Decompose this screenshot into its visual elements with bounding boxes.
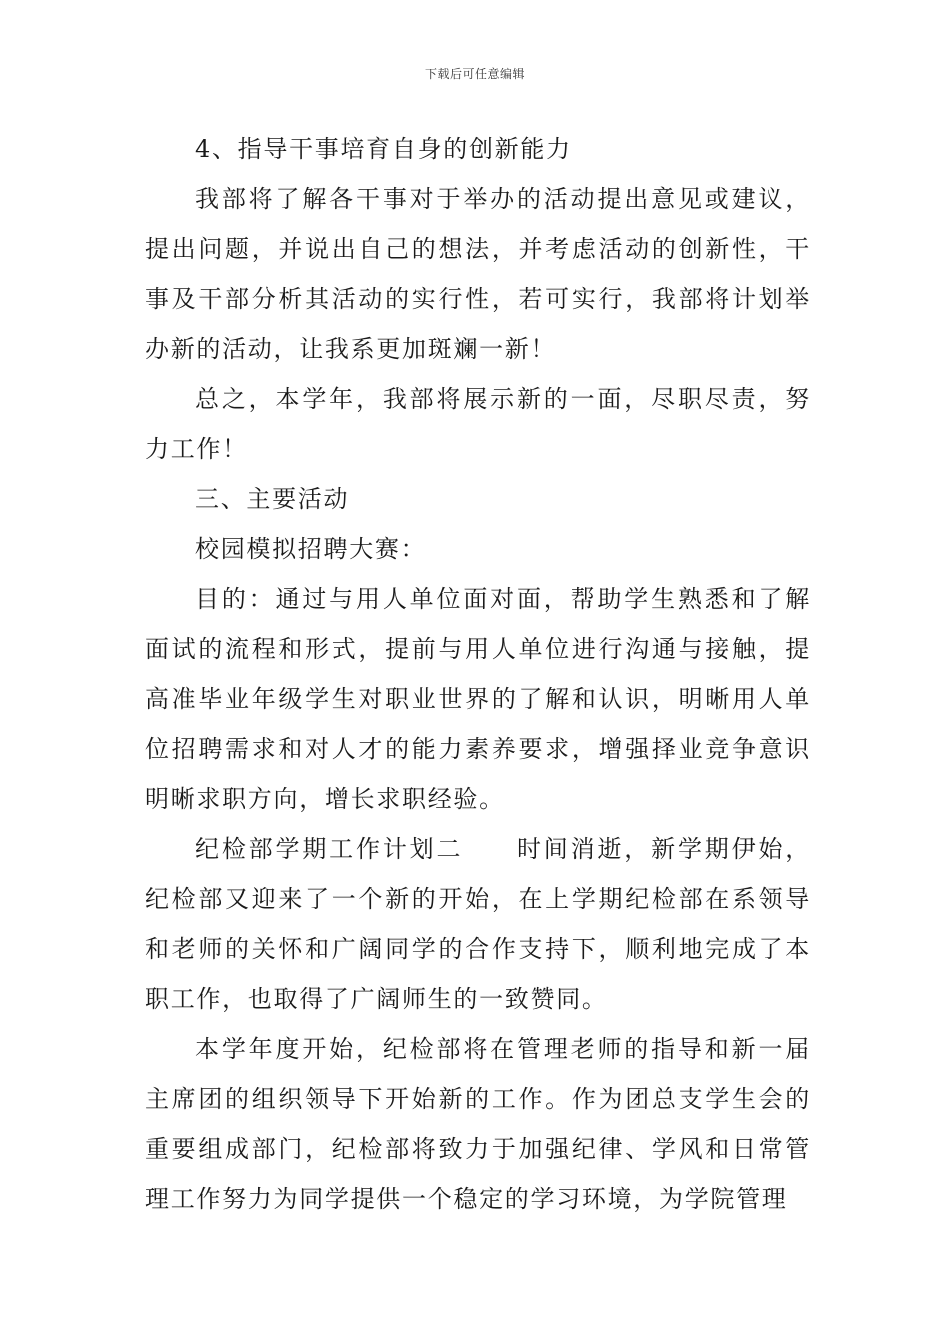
paragraph-innovation-heading: 4、指导干事培育自身的创新能力 bbox=[195, 135, 572, 163]
paragraph-innovation-body: 我部将了解各干事对于举办的活动提出意见或建议，提出问题，并说出自己的想法，并考虑活动的创新性，干事及干部分析其活动的实行性，若可实行，我部将计划举办新的活动，让我系更加斑斓一新！ bbox=[145, 185, 811, 363]
activity-title: 校园模拟招聘大赛： bbox=[195, 535, 427, 563]
document-body bbox=[145, 124, 811, 1224]
paragraph-activity-purpose: 目的：通过与用人单位面对面，帮助学生熟悉和了解面试的流程和形式，提前与用人单位进行沟通与接触，提高准毕业年级学生对职业世界的了解和认识，明晰用人单位招聘需求和对人才的能力素养要求，增强择业竞争意识明晰求职方向，增长求职经验。 bbox=[145, 585, 811, 813]
page-header-note: 下载后可任意编辑 bbox=[424, 67, 525, 81]
section-heading-main-activities: 三、主要活动 bbox=[195, 485, 350, 513]
paragraph-plan-two-intro: 纪检部学期工作计划二 时间消逝，新学期伊始，纪检部又迎来了一个新的开始，在上学期纪检部在系领导和老师的关怀和广阔同学的合作支持下，顺利地完成了本职工作，也取得了广阔师生的一致赞同。 bbox=[145, 835, 811, 1013]
paragraph-summary: 总之，本学年，我部将展示新的一面，尽职尽责，努力工作！ bbox=[145, 385, 811, 463]
paragraph-new-year-work: 本学年度开始，纪检部将在管理老师的指导和新一届主席团的组织领导下开始新的工作。作为团总支学生会的重要组成部门，纪检部将致力于加强纪律、学风和日常管理工作努力为同学提供一个稳定的学习环境，为学院管理 bbox=[145, 1035, 811, 1213]
